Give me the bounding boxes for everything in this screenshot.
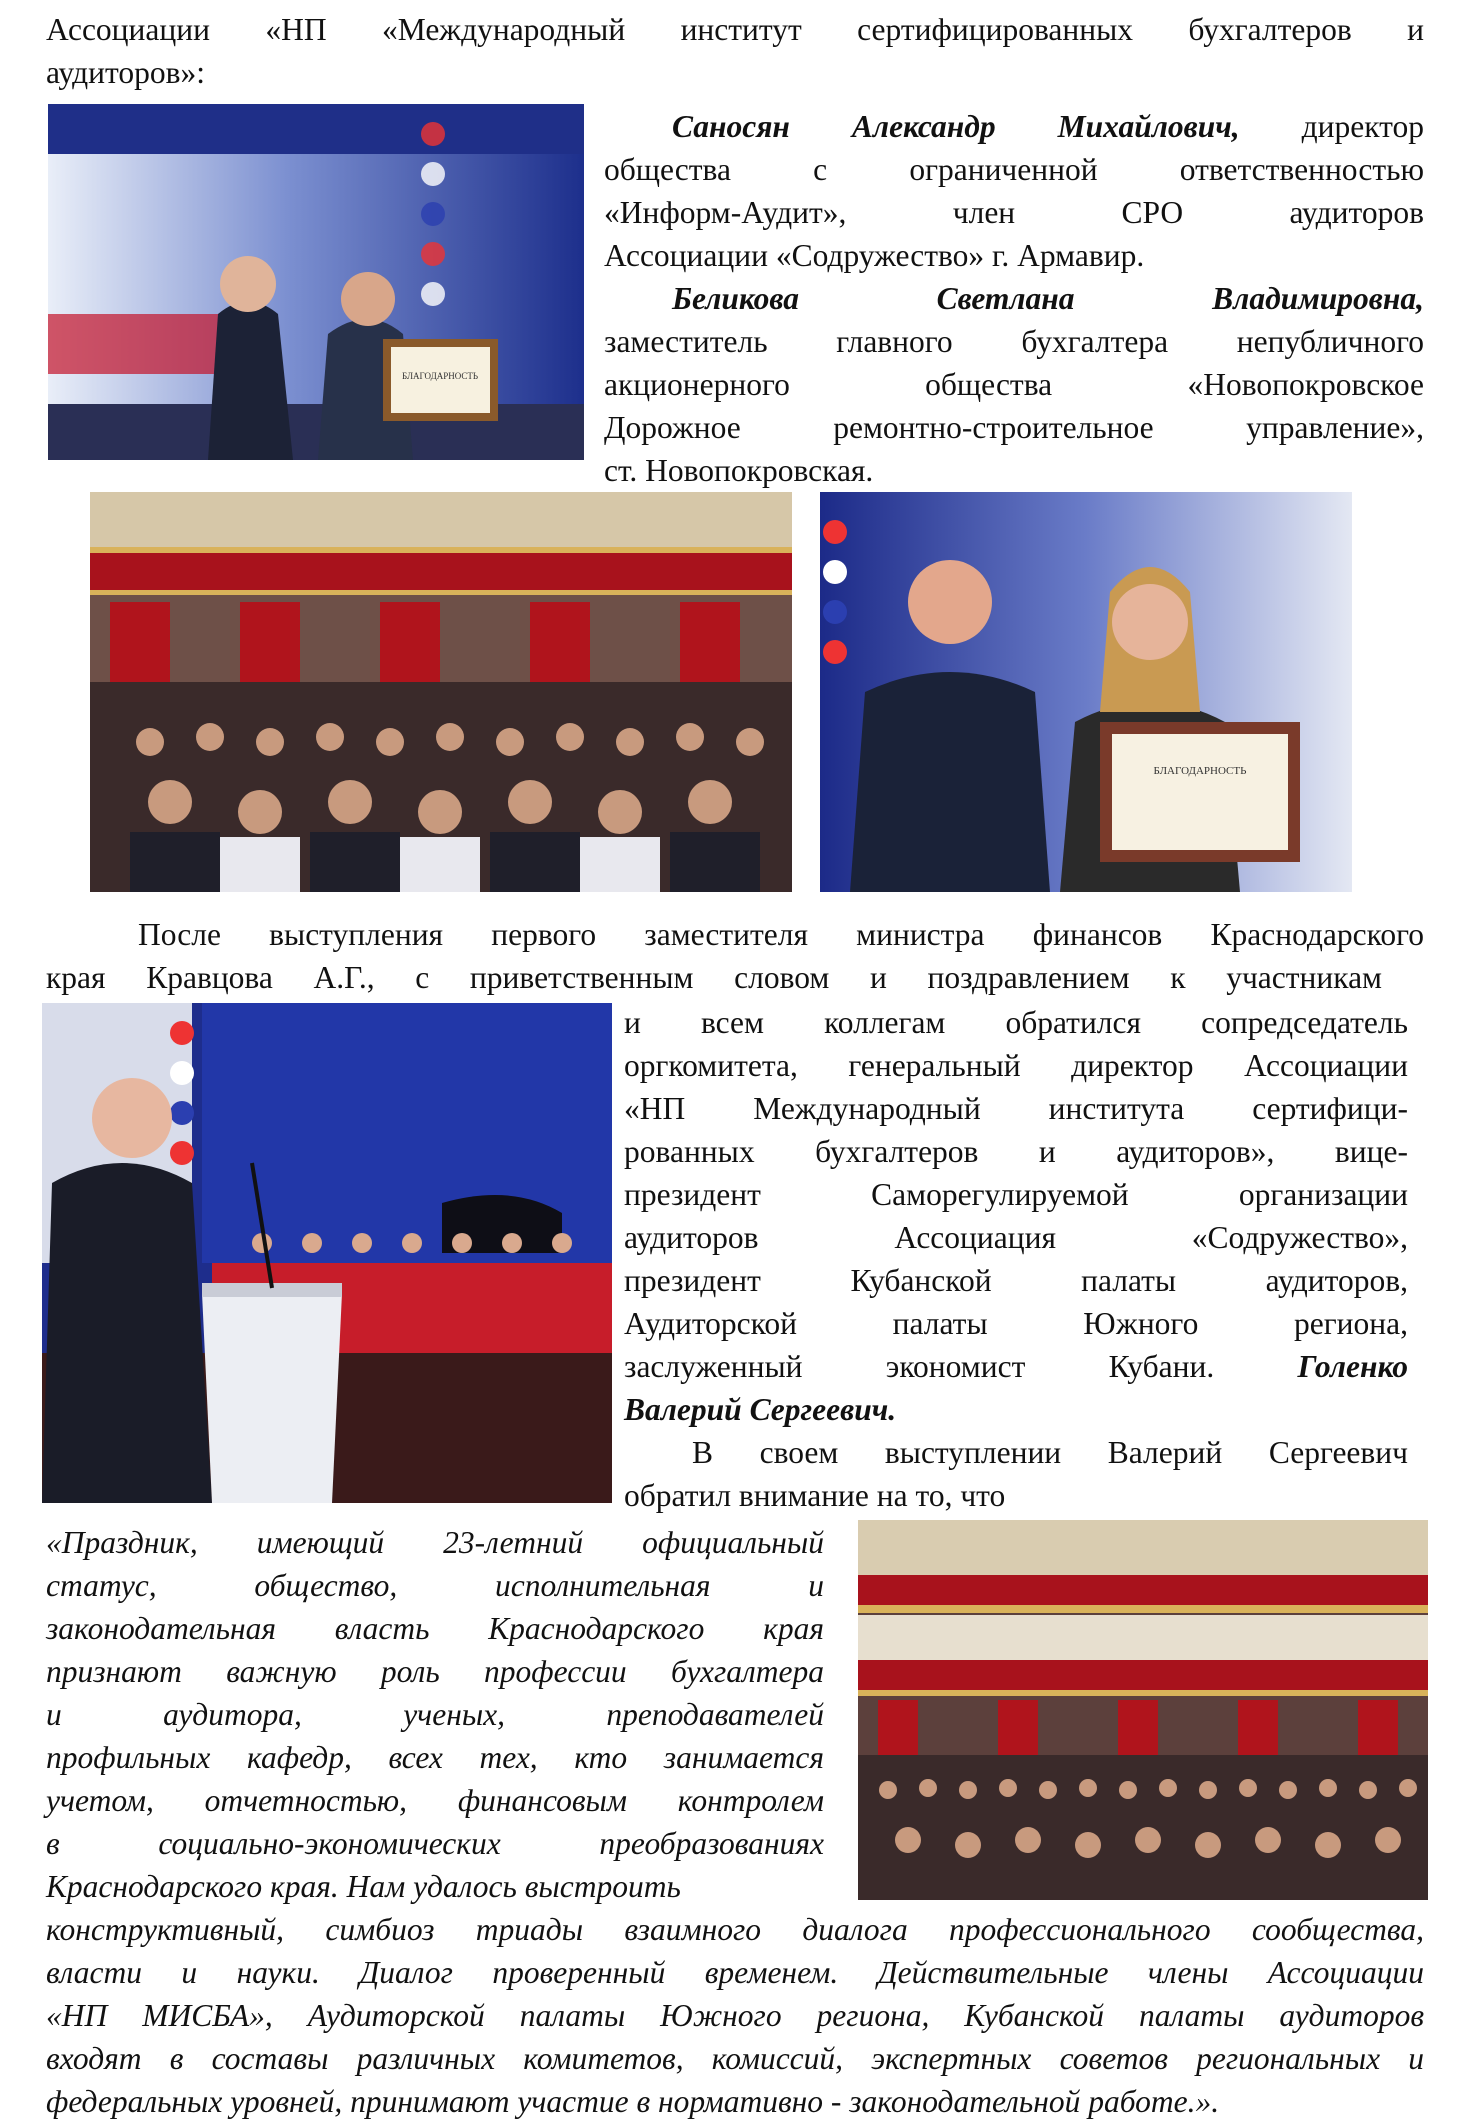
quote-line-8: в социально-экономических преобразованиях — [46, 1826, 824, 1861]
intro-line-1: Ассоциации «НП «Международный институт сертифицированных бухгалтеров и — [46, 12, 1424, 47]
speech-intro-line-2: края Кравцова А.Г., с приветственным словом и поздравлением к участникам — [46, 960, 1382, 995]
quote-line-5: и аудитора, ученых, преподавателей — [46, 1697, 824, 1732]
photo-audience-hall — [90, 492, 792, 892]
quote-line-6: профильных кафедр, всех тех, кто занимается — [46, 1740, 824, 1775]
quote-line-7: учетом, отчетностью, финансовым контролем — [46, 1783, 824, 1818]
speaker-line-4: рованных бухгалтеров и аудиторов», вице- — [624, 1134, 1408, 1169]
awardee-1-line-3: «Информ-Аудит», член СРО аудиторов — [604, 195, 1424, 230]
awardee-2-line-3: Дорожное ремонтно-строительное управление», — [604, 410, 1424, 445]
awardee-2-line-4: ст. Новопокровская. — [604, 453, 874, 488]
speaker-line-1: и всем коллегам обратился сопредседатель — [624, 1005, 1408, 1040]
quote-wide-line-4: входят в составы различных комитетов, комиссий, экспертных советов региональных и — [46, 2041, 1424, 2076]
speaker-line-2: оргкомитета, генеральный директор Ассоциации — [624, 1048, 1408, 1083]
quote-wide-line-5: федеральных уровней, принимают участие в нормативно - законодательной работе.». — [46, 2084, 1220, 2119]
speaker-line-7: президент Кубанской палаты аудиторов, — [624, 1263, 1408, 1298]
quote-line-4: признают важную роль профессии бухгалтера — [46, 1654, 824, 1689]
awardee-2-line-2: акционерного общества «Новопокровское — [604, 367, 1424, 402]
photo-speaker-podium — [42, 1003, 612, 1503]
speaker-line-9-text: заслуженный экономист Кубани. — [624, 1349, 1215, 1384]
awardee-2-line-1: заместитель главного бухгалтера непубличного — [604, 324, 1424, 359]
speaker-name-part-2: Валерий Сергеевич. — [624, 1392, 897, 1427]
speaker-after-2: обратил внимание на то, что — [624, 1478, 1006, 1513]
speaker-name-part-1: Голенко — [1297, 1349, 1409, 1384]
awardee-1-name: Саносян Александр Михайлович, — [672, 109, 1240, 144]
award1-certificate-text: БЛАГОДАРНОСТЬ — [402, 371, 478, 381]
quote-line-1: «Праздник, имеющий 23-летний официальный — [46, 1525, 824, 1560]
quote-wide-line-2: власти и науки. Диалог проверенный временем. Действительные члены Ассоциации — [46, 1955, 1424, 1990]
speaker-line-3: «НП Международный института сертифици- — [624, 1091, 1408, 1126]
photo-award-sanosyan — [48, 104, 584, 460]
awardee-1-line-2: общества с ограниченной ответственностью — [604, 152, 1424, 187]
quote-wide-line-1: конструктивный, симбиоз триады взаимного диалога профессионального сообщества, — [46, 1912, 1424, 1947]
awardee-2-name: Беликова Светлана Владимировна, — [672, 281, 1424, 316]
intro-line-2: аудиторов»: — [46, 55, 206, 90]
photo-theater-hall — [858, 1520, 1428, 1900]
awardee-1-line-1 — [604, 105, 1424, 148]
awardee-1-line-4: Ассоциации «Содружество» г. Армавир. — [604, 238, 1145, 273]
quote-line-3: законодательная власть Краснодарского края — [46, 1611, 824, 1646]
speaker-after-1: В своем выступлении Валерий Сергеевич — [692, 1435, 1408, 1470]
photo-award-belikova — [820, 492, 1352, 892]
speaker-line-8: Аудиторской палаты Южного региона, — [624, 1306, 1408, 1341]
quote-line-9: Краснодарского края. Нам удалось выстроить — [46, 1869, 681, 1904]
speech-intro-line-1: После выступления первого заместителя министра финансов Краснодарского — [138, 917, 1424, 952]
awardee-1-text-1: директор — [1301, 109, 1424, 144]
award2-certificate-text: БЛАГОДАРНОСТЬ — [1153, 765, 1247, 777]
quote-line-2: статус, общество, исполнительная и — [46, 1568, 824, 1603]
speaker-line-9 — [624, 1345, 1408, 1388]
quote-wide-line-3: «НП МИСБА», Аудиторской палаты Южного региона, Кубанской палаты аудиторов — [46, 1998, 1424, 2033]
speaker-line-6: аудиторов Ассоциация «Содружество», — [624, 1220, 1408, 1255]
speaker-line-5: президент Саморегулируемой организации — [624, 1177, 1408, 1212]
